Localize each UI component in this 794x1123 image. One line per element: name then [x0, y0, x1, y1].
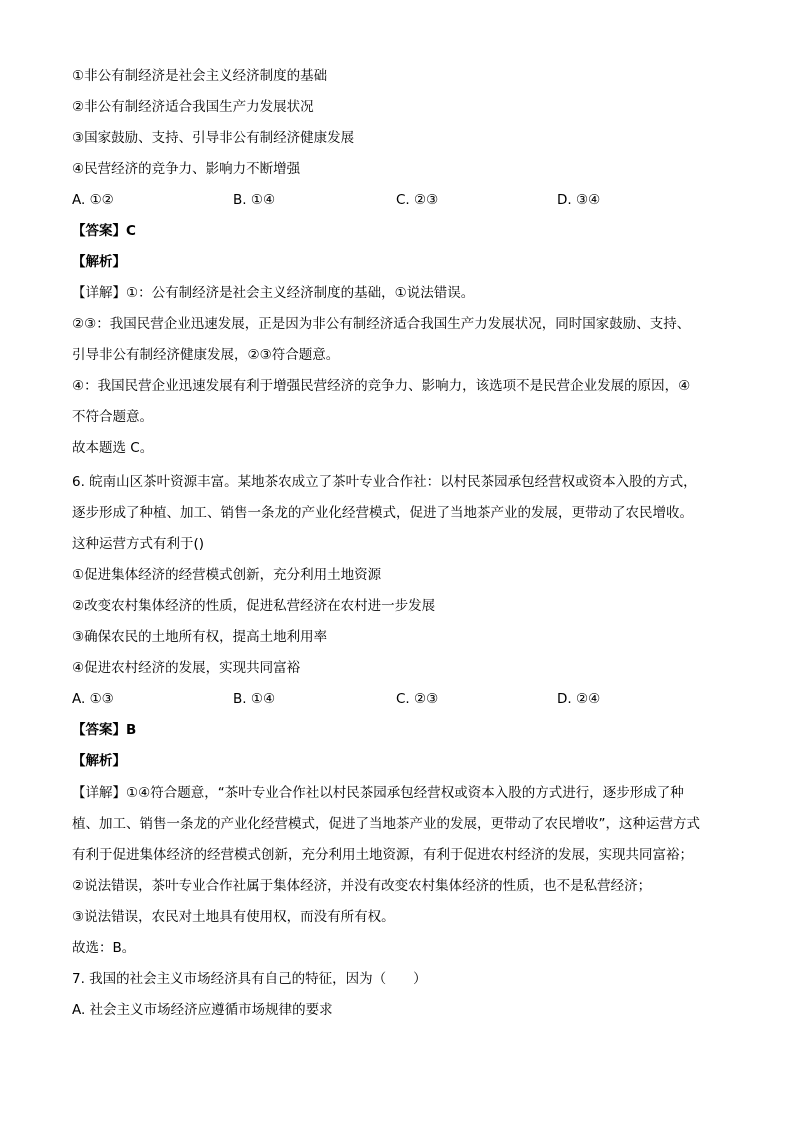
q5-item-3: ③国家鼓励、支持、引导非公有制经济健康发展: [72, 130, 355, 146]
q6-analysis-label: 【解析】: [72, 753, 126, 769]
q5-option-a: A. ①②: [72, 192, 114, 208]
q5-detail-1: 【详解】①：公有制经济是社会主义经济制度的基础，①说法错误。: [72, 285, 475, 301]
q5-answer: 【答案】C: [72, 223, 136, 239]
q5-detail-6: 故本题选 C。: [72, 440, 154, 456]
q6-detail-3: 有利于促进集体经济的经营模式创新，充分利用土地资源，有利于促进农村经济的发展，实现共同富裕；: [72, 847, 693, 863]
q5-detail-4: ④：我国民营企业迅速发展有利于增强民营经济的竞争力、影响力，该选项不是民营企业发展的原因，④: [72, 378, 691, 394]
q6-option-c: C. ②③: [396, 691, 439, 707]
q6-item-3: ③确保农民的土地所有权，提高土地利用率: [72, 629, 328, 645]
q5-item-4: ④民营经济的竞争力、影响力不断增强: [72, 161, 301, 177]
q6-stem-2: 逐步形成了种植、加工、销售一条龙的产业化经营模式，促进了当地茶产业的发展，更带动了农民增收。: [72, 505, 693, 521]
q6-item-4: ④促进农村经济的发展，实现共同富裕: [72, 660, 301, 676]
q7-stem: 7. 我国的社会主义市场经济具有自己的特征，因为（ ）: [72, 971, 427, 987]
q5-option-b: B. ①④: [233, 192, 276, 208]
q5-item-2: ②非公有制经济适合我国生产力发展状况: [72, 99, 314, 115]
q6-item-1: ①促进集体经济的经营模式创新，充分利用土地资源: [72, 567, 382, 583]
q5-option-c: C. ②③: [396, 192, 439, 208]
q5-item-1: ①非公有制经济是社会主义经济制度的基础: [72, 68, 328, 84]
q6-option-d: D. ②④: [557, 691, 601, 707]
q6-option-b: B. ①④: [233, 691, 276, 707]
q5-option-d: D. ③④: [557, 192, 601, 208]
q6-item-2: ②改变农村集体经济的性质，促进私营经济在农村进一步发展: [72, 598, 436, 614]
q5-detail-5: 不符合题意。: [72, 409, 153, 425]
q6-option-a: A. ①③: [72, 691, 114, 707]
q6-stem-3: 这种运营方式有利于(): [72, 536, 205, 552]
q6-stem-1: 6. 皖南山区茶叶资源丰富。某地茶农成立了茶叶专业合作社：以村民茶园承包经营权或资本入股的方式，: [72, 474, 697, 490]
q6-detail-1: 【详解】①④符合题意，“茶叶专业合作社以村民茶园承包经营权或资本入股的方式进行，逐步形成了种: [72, 785, 684, 801]
q5-analysis-label: 【解析】: [72, 254, 126, 270]
q6-detail-5: ③说法错误，农民对土地具有使用权，而没有所有权。: [72, 909, 395, 925]
q6-detail-6: 故选：B。: [72, 940, 136, 956]
q6-detail-4: ②说法错误，茶叶专业合作社属于集体经济，并没有改变农村集体经济的性质，也不是私营经济；: [72, 878, 652, 894]
q6-detail-2: 植、加工、销售一条龙的产业化经营模式，促进了当地茶产业的发展，更带动了农民增收”，这种运营方式: [72, 816, 700, 832]
q7-option-a: A. 社会主义市场经济应遵循市场规律的要求: [72, 1002, 333, 1018]
q5-detail-3: 引导非公有制经济健康发展，②③符合题意。: [72, 347, 340, 363]
q5-detail-2: ②③：我国民营企业迅速发展，正是因为非公有制经济适合我国生产力发展状况，同时国家鼓励、支持、: [72, 316, 691, 332]
q6-answer: 【答案】B: [72, 722, 137, 738]
